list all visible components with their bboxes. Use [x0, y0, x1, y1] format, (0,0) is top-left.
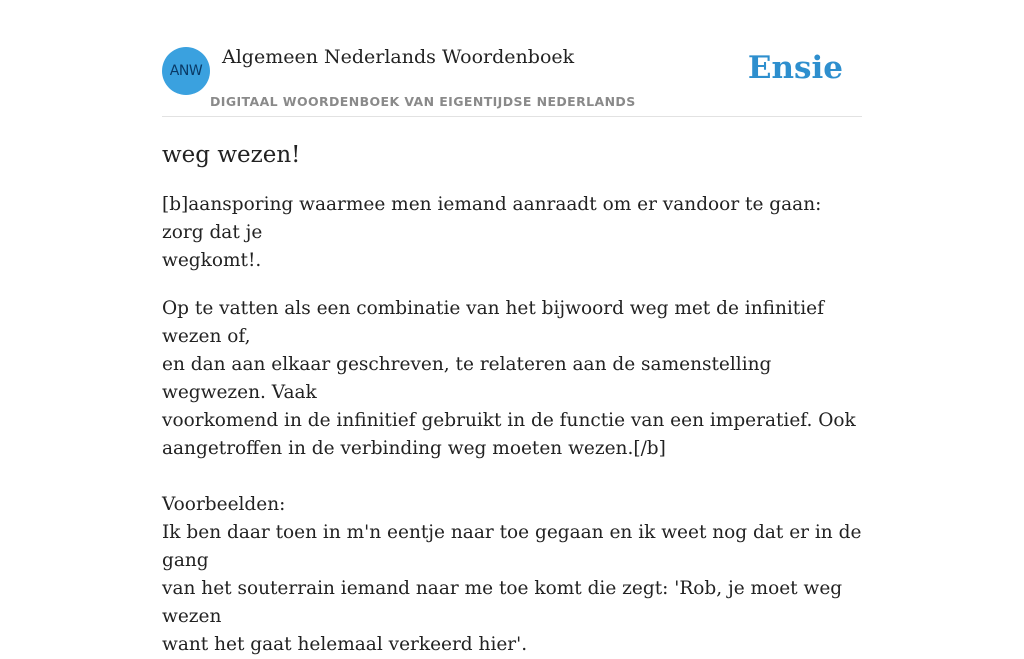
- page: [162, 0, 862, 655]
- note-line: Op te vatten als een combinatie van het bijwoord weg met de infinitief wezen of,: [162, 298, 824, 347]
- example-line: Ik ben daar toen in m'n eentje naar toe gegaan en ik weet nog dat er in de gang: [162, 522, 862, 571]
- entry-term: weg wezen!: [162, 142, 301, 168]
- example-line: want het gaat helemaal verkeerd hier'.: [162, 634, 528, 655]
- anw-logo[interactable]: ANW: [162, 47, 210, 95]
- definition-line: wegkomt!.: [162, 250, 262, 271]
- ensie-brand-link[interactable]: Ensie: [747, 50, 843, 86]
- definition-line: [b]aansporing waarmee men iemand aanraadt om er vandoor te gaan: zorg dat je: [162, 194, 822, 243]
- example-line: van het souterrain iemand naar me toe komt die zegt: 'Rob, je moet weg wezen: [162, 578, 843, 627]
- entry-content: [162, 117, 862, 659]
- blank-line: [162, 463, 862, 491]
- note-line: aangetroffen in de verbinding weg moeten wezen.[/b]: [162, 438, 666, 459]
- note-line: en dan aan elkaar geschreven, te relateren aan de samenstelling wegwezen. Vaak: [162, 354, 772, 403]
- note-line: voorkomend in de infinitief gebruikt in de functie van een imperatief. Ook: [162, 410, 856, 431]
- site-subtitle: DIGITAAL WOORDENBOEK VAN EIGENTIJDSE NEDERLANDS: [210, 94, 636, 109]
- entry-definition: [162, 191, 862, 275]
- site-header: [162, 0, 862, 117]
- site-title[interactable]: Algemeen Nederlands Woordenboek: [222, 46, 575, 68]
- examples-heading: Voorbeelden:: [162, 494, 286, 515]
- entry-note: [162, 295, 862, 659]
